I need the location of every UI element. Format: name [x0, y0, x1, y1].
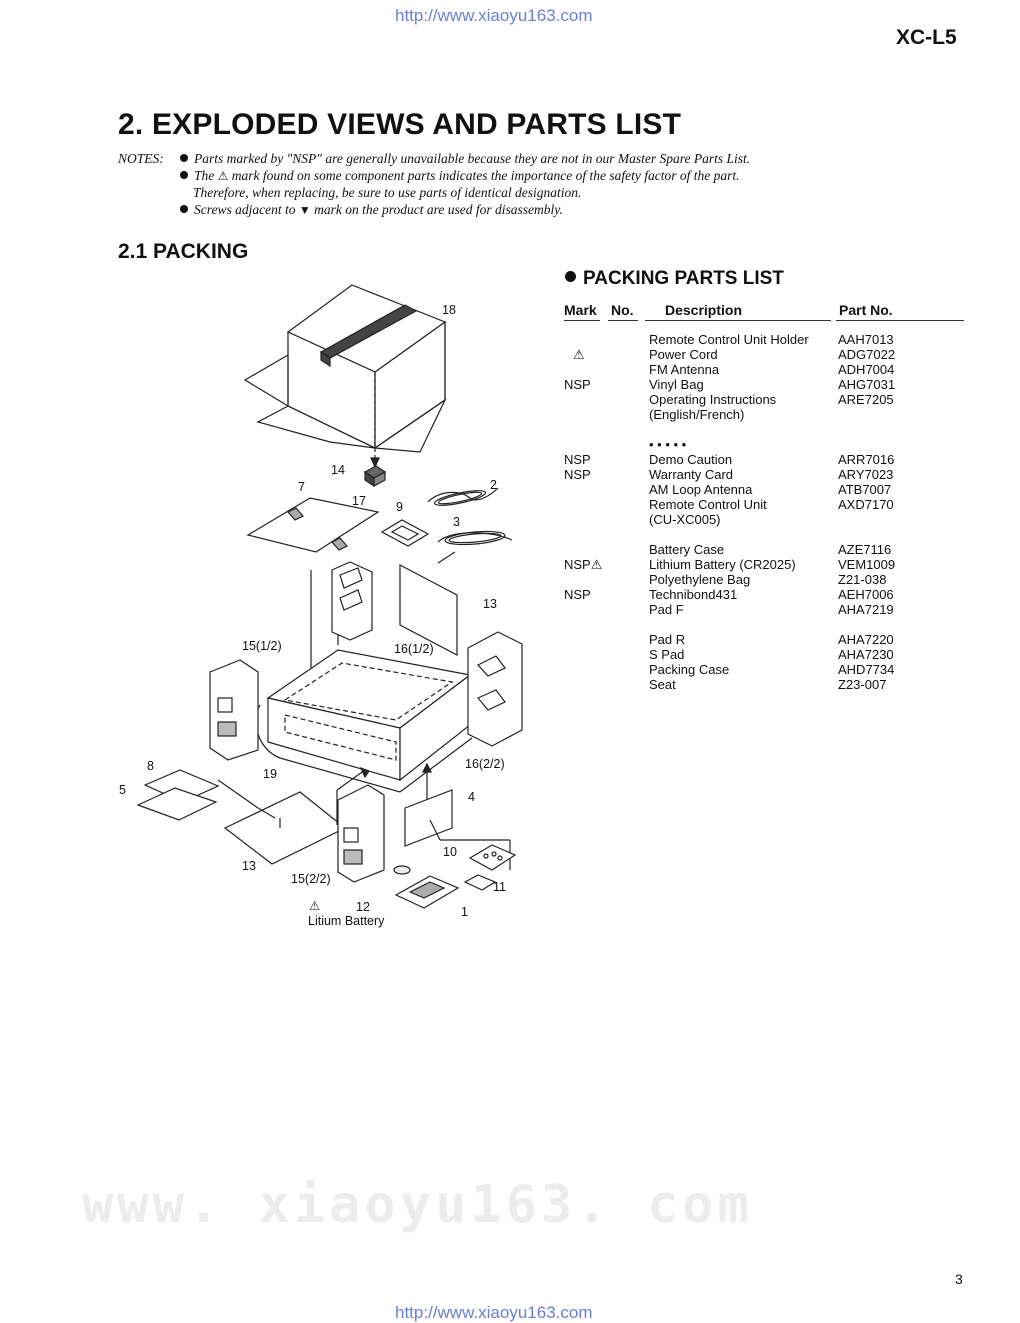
- part-no-cell: Z21-038: [838, 572, 887, 587]
- description-cell: Power Cord: [649, 347, 718, 362]
- background-watermark: www. xiaoyu163. com: [82, 1175, 753, 1235]
- description-cell: (CU-XC005): [649, 512, 721, 527]
- header-no: No.: [611, 302, 634, 318]
- description-cell: Lithium Battery (CR2025): [649, 557, 796, 572]
- description-cell: Demo Caution: [649, 452, 733, 467]
- page-number: 3: [955, 1271, 963, 1287]
- description-cell: Seat: [649, 677, 676, 692]
- bullet-icon: [180, 171, 188, 179]
- part-no-cell: ADG7022: [838, 347, 896, 362]
- warning-triangle-icon: ⚠: [217, 169, 229, 183]
- note-2c: Therefore, when replacing, be sure to use parts of identical designation.: [193, 185, 582, 200]
- label-11: 11: [493, 880, 506, 894]
- label-14: 14: [331, 463, 345, 477]
- label-1: 1: [461, 905, 468, 919]
- part-no-cell: AHG7031: [838, 377, 896, 392]
- note-3a: Screws adjacent to: [194, 202, 296, 217]
- part-no-cell: AHD7734: [838, 662, 895, 677]
- part-no-cell: AXD7170: [838, 497, 894, 512]
- description-cell: Remote Control Unit Holder: [649, 332, 809, 347]
- header-description: Description: [665, 302, 743, 318]
- part-no-cell: ARR7016: [838, 452, 895, 467]
- description-cell: Vinyl Bag: [649, 377, 704, 392]
- label-16-1: 16(1/2): [394, 642, 434, 656]
- header-rule: [608, 320, 638, 321]
- down-triangle-icon: ▼: [298, 203, 311, 217]
- description-cell: Pad R: [649, 632, 686, 647]
- description-cell: FM Antenna: [649, 362, 720, 377]
- label-2: 2: [490, 478, 497, 492]
- part-no-cell: Z23-007: [838, 677, 887, 692]
- description-cell: Polyethylene Bag: [649, 572, 751, 587]
- header-rule: [645, 320, 831, 321]
- model-number: XC-L5: [896, 26, 957, 49]
- part-no-cell: AAH7013: [838, 332, 894, 347]
- label-3: 3: [453, 515, 460, 529]
- mark-cell: NSP: [564, 587, 591, 602]
- part-no-cell: AZE7116: [838, 542, 892, 557]
- label-18: 18: [442, 303, 456, 317]
- part-no-cell: ADH7004: [838, 362, 895, 377]
- packing-case: [245, 285, 445, 452]
- label-8: 8: [147, 759, 154, 773]
- bullet-icon: [180, 154, 188, 162]
- header-part-no: Part No.: [839, 302, 893, 318]
- description-cell: Technibond431: [649, 587, 738, 602]
- notes-block: [118, 150, 998, 218]
- note-1: Parts marked by "NSP" are generally unavailable because they are not in our Master Spare Parts List.: [194, 151, 751, 166]
- label-15-2: 15(2/2): [291, 872, 331, 886]
- bullet-icon: [565, 271, 576, 282]
- description-cell: AM Loop Antenna: [649, 482, 753, 497]
- label-13-bottom: 13: [242, 859, 256, 873]
- note-2a: The: [194, 168, 215, 183]
- description-cell: Packing Case: [649, 662, 730, 677]
- label-battery: Litium Battery: [308, 914, 385, 928]
- label-13-top: 13: [483, 597, 497, 611]
- label-7: 7: [298, 480, 305, 494]
- warning-triangle-icon: ⚠: [309, 899, 321, 913]
- packing-exploded-view: [100, 280, 540, 960]
- note-2b: mark found on some component parts indicates the importance of the safety factor of the part.: [231, 168, 740, 183]
- part-no-cell: ARE7205: [838, 392, 894, 407]
- label-9: 9: [396, 500, 403, 514]
- part-no-cell: VEM1009: [838, 557, 896, 572]
- label-19: 19: [263, 767, 277, 781]
- label-12: 12: [356, 900, 370, 914]
- description-cell: S Pad: [649, 647, 685, 662]
- part-no-cell: AEH7006: [838, 587, 894, 602]
- label-4: 4: [468, 790, 475, 804]
- bottom-url[interactable]: http://www.xiaoyu163.com: [395, 1303, 593, 1322]
- header-rule: [836, 320, 964, 321]
- label-10: 10: [443, 845, 457, 859]
- section-title: 2. EXPLODED VIEWS AND PARTS LIST: [118, 108, 682, 141]
- description-cell: Remote Control Unit: [649, 497, 767, 512]
- mark-cell: NSP: [564, 467, 591, 482]
- parts-list-title: PACKING PARTS LIST: [565, 268, 784, 290]
- note-3b: mark on the product are used for disassembly.: [314, 202, 563, 217]
- mark-cell: NSP: [564, 452, 591, 467]
- subsection-title: 2.1 PACKING: [118, 240, 249, 263]
- description-cell: • • • • •: [649, 437, 687, 452]
- description-cell: Battery Case: [649, 542, 725, 557]
- label-16-2: 16(2/2): [465, 757, 505, 771]
- label-15-1: 15(1/2): [242, 639, 282, 653]
- part-no-cell: AHA7220: [838, 632, 894, 647]
- label-17: 17: [352, 494, 366, 508]
- header-rule: [564, 320, 600, 321]
- top-url[interactable]: http://www.xiaoyu163.com: [395, 6, 593, 25]
- notes-label: NOTES:: [118, 151, 164, 166]
- bullet-icon: [180, 205, 188, 213]
- mark-cell: NSP: [564, 377, 591, 392]
- part-no-cell: AHA7230: [838, 647, 894, 662]
- label-5: 5: [119, 783, 126, 797]
- mark-cell: ⚠: [573, 347, 585, 362]
- mark-cell: NSP⚠: [564, 557, 603, 572]
- description-cell: Pad F: [649, 602, 684, 617]
- description-cell: (English/French): [649, 407, 745, 422]
- description-cell: Warranty Card: [649, 467, 734, 482]
- part-no-cell: ATB7007: [838, 482, 892, 497]
- part-no-cell: ARY7023: [838, 467, 894, 482]
- header-mark: Mark: [564, 302, 597, 318]
- part-no-cell: AHA7219: [838, 602, 894, 617]
- description-cell: Operating Instructions: [649, 392, 777, 407]
